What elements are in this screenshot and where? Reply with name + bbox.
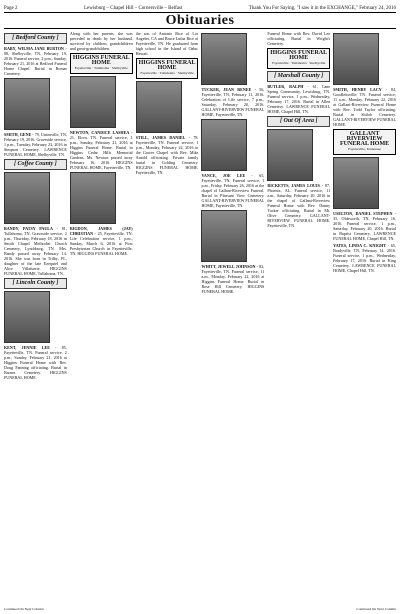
higgins-logo: HIGGINS FUNERAL HOME Fayetteville · Tullahoma · Shelbyville xyxy=(136,58,199,79)
obituary-photo xyxy=(70,76,116,128)
obituary-photo xyxy=(4,291,50,343)
column-1 xyxy=(4,31,67,607)
obituary-photo xyxy=(267,129,313,181)
column-5 xyxy=(267,31,330,607)
obituary-continued: Along with her parents, she was preceded in death by her husband, survived by children, grandchildren and great-grandchildren. xyxy=(69,31,133,51)
page-number: Page 2 xyxy=(4,6,18,11)
column-2 xyxy=(70,31,133,607)
header-tagline: Thank You For Saying, "I saw it in the EXCHANGE," February 24, 2016 xyxy=(248,6,396,11)
obituary: KENT, JENNIE LEE - 85, Fayetteville, TN. Funeral service, 2 p.m., Sunday, February 21, 2016 at Higgins Funeral Home with Rev. Doug Fanning officiating. Burial in Barnes Cemetery. HIGGINS FUNERAL HOME. xyxy=(4,345,67,380)
obituary-photo xyxy=(201,210,247,262)
obituary-photo xyxy=(136,81,182,133)
obituary-photo xyxy=(4,172,50,224)
page-title: Obituaries xyxy=(4,12,396,29)
page-header xyxy=(4,0,396,11)
obituary: SMITH, GENE - 79, Unionville, TN, February 19, 2016. Graveside service, 1 p.m., Tuesday, February 23, 2016 in Simpson Cemetery. LAWRENCE FUNERAL HOME, Shelbyville, TN. xyxy=(4,132,67,157)
columns xyxy=(4,31,396,607)
column-3 xyxy=(136,31,199,607)
column-4 xyxy=(201,31,264,607)
higgins-logo: HIGGINS FUNERAL HOME Fayetteville · Tullahoma · Shelbyville xyxy=(70,53,133,74)
obituary: RABY, WILMA JANE BURTON - 88, Shelbyville, TN, February 19, 2016. Funeral service, 2 p.m., Sunday, February 21, 2016 at Bedford Funeral Home Chapel. Burial in Bomar Cemetery. xyxy=(4,46,67,76)
page-footer: Continued On Next Column Continued On Next Column xyxy=(4,607,396,611)
obituary: BANDY, PATSY PAULA - 81, Tullahoma, TN. Graveside service, 2 p.m., Thursday, February 18, 2016 in Smith Chapel Methodist Church Cemetery, Lynchburg, TN. Mrs. Bandy passed away February 14, 2016. She was born in Trilby, FL, daughter of the late Ezequiel and Alice Villafuerte. HIGGINS FUNERAL HOME, Tullahoma, TN. xyxy=(4,226,67,276)
obituary: RICKETTS, JAMES LOUIS - 87, Phoenix, AL. Funeral service, 11 a.m., Saturday, February 20, 2016 in the chapel of Gallant-Riverview Funeral Home with Rev. Danny Tucker officiating. Burial in Mt. Olive Cemetery. GALLANT-RIVERVIEW FUNERAL HOME, Fayetteville, TN. xyxy=(267,183,331,228)
obituary: YATES, LINDA C. KNIGHT - 65, Bradyville, TN, February 14, 2016. Funeral service, 1 p.m., Wednesday, February 17, 2016. Burial in King Cemetery. LAWRENCE FUNERAL HOME, Chapel Hill, TN. xyxy=(333,243,396,273)
obituary-photo xyxy=(70,172,116,224)
obituary: STILL, JAMES DANIEL - 78, Fayetteville, TN. Funeral service, 1 p.m., Monday, February 22, 2016 in the Gower Chapel with Rev. Mike Arnold officiating. Private family burial in Golding Cemetery. HIGGINS FUNERAL HOME, Fayetteville, TN. xyxy=(135,135,199,175)
obituary-photo xyxy=(4,78,50,130)
section-bedford: [ Bedford County ] xyxy=(4,33,67,44)
higgins-logo: HIGGINS FUNERAL HOME Fayetteville · Tullahoma · Shelbyville xyxy=(267,48,330,69)
section-out-of-area: [ Out Of Area ] xyxy=(267,116,330,127)
gallant-logo: GALLANT RIVERVIEW FUNERAL HOME Fayetteville, Tennessee xyxy=(333,129,396,155)
obituary: VANCE, JOE LEE - 65, Fayetteville, TN. Funeral service, 1 p.m., Friday, February 26, 2016 at the chapel of Gallant-Riverview Funeral. Burial in Pleasant View Cemetery. GALLANT-RIVERVIEW FUNERAL HOME, Fayetteville, TN. xyxy=(201,173,265,208)
obituary-photo xyxy=(201,119,247,171)
obituary: WHITT, JEWELL JOHNSON - 82, Fayetteville, TN. Funeral service, 11 a.m., Monday, February 22, 2016 at Higgins Funeral Home. Burial in Rose Hill Cemetery. HIGGINS FUNERAL HOME. xyxy=(201,264,265,294)
section-marshall: [ Marshall County ] xyxy=(267,71,330,82)
obituary: SMITH, HENRY LACY - 84, Goodlettsville, TN. Funeral service, 11 a.m., Monday, February 22, 2016 at Gallant-Riverview Funeral Home with Rev. Todd Taylor officiating. Burial in Shiloh Cemetery. GALLANT-RIVERVIEW FUNERAL HOME. xyxy=(333,87,396,127)
section-lincoln: [ Lincoln County ] xyxy=(4,278,67,289)
obituary-photo xyxy=(333,33,379,85)
obituary: NEWTON, CANDICE LASHEA - 21, Elora, TN. Funeral service, 1 p.m., Sunday, February 21, 2016 at Higgins Funeral Home. Burial in Higgins Cedar Hills Memorial Gardens. Ms. Newton passed away February 16, 2016. HIGGINS FUNERAL HOME, Fayetteville, TN. xyxy=(69,130,133,170)
obituary-continued: Funeral Home with Rev. David Lee officiating. Burial in Wright's Cemetery. xyxy=(267,31,331,46)
obituary: RIGDON, JAMES (JAY) CHRISTIAN - 25, Fayetteville, TN. Life Celebration service, 1 p.m., Sunday, March 6, 2016 at First Presbyterian Church in Fayetteville, TN. HIGGINS FUNERAL HOME. xyxy=(69,226,133,256)
column-6 xyxy=(333,31,396,607)
obituary-photo xyxy=(201,33,247,85)
obituary-continued: the son of Antonio Rice of Los Angeles, CA and Bruce Lutha Rice of Fayetteville, TN. He graduated from high school in the Island of Oahu, Hawaii. xyxy=(135,31,199,56)
obituary-photo xyxy=(333,157,379,209)
obituary: BUTLER, RALPH - 61, Cane Spring Community, Lewisburg, TN. Funeral service, 1 p.m., Wednesday, February 17, 2016. Burial in Allen Cemetery. LAWRENCE FUNERAL HOME, Chapel Hill, TN. xyxy=(267,84,331,114)
obituary: USELTON, DANIEL STEPHEN - 35, Oldsworth, TN, February 16, 2016. Funeral service, 1 p.m., Saturday, February 20, 2016. Burial in Baptist Cemetery. LAWRENCE FUNERAL HOME, Chapel Hill, TN. xyxy=(333,211,396,241)
paper-towns: Lewisburg – Chapel Hill – Cornersville – Belfast xyxy=(83,6,183,11)
section-coffee: [ Coffee County ] xyxy=(4,159,67,170)
obituary: TUCKER, JEAN RENEE - 56, Fayetteville, TN, February 11, 2016. Celebration of Life service, 7 p.m., Saturday, February 20, 2016. GALLANT-RIVERVIEW FUNERAL HOME, Fayetteville, TN. xyxy=(201,87,265,117)
